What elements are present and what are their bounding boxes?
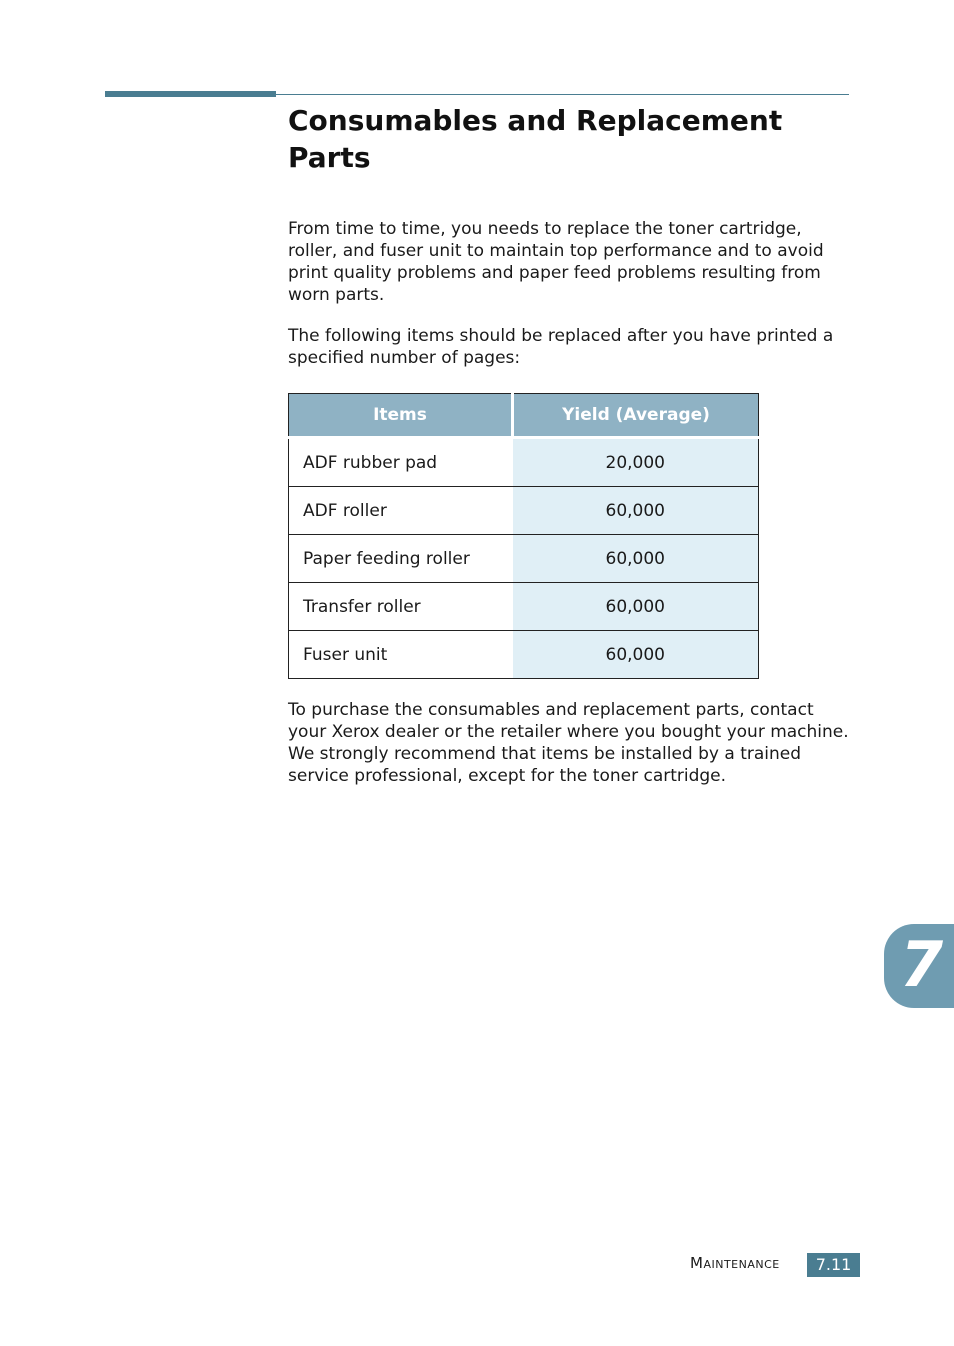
item-cell: Transfer roller bbox=[289, 583, 513, 631]
item-cell: Fuser unit bbox=[289, 631, 513, 679]
yield-cell: 60,000 bbox=[513, 487, 759, 535]
item-cell: ADF roller bbox=[289, 487, 513, 535]
closing-paragraph: To purchase the consumables and replacement parts, contact your Xerox dealer or the retailer where you bought your machine. We strongly recommend that items be installed by a trained service professional, except for the toner cartridge. bbox=[288, 700, 849, 786]
yield-cell: 20,000 bbox=[513, 438, 759, 487]
page-title: Consumables and Replacement Parts bbox=[288, 104, 783, 174]
table-row bbox=[289, 631, 759, 679]
yield-cell: 60,000 bbox=[513, 535, 759, 583]
item-cell: ADF rubber pad bbox=[289, 438, 513, 487]
intro-paragraph: From time to time, you needs to replace the toner cartridge, roller, and fuser unit to maintain top performance and to avoid print quality problems and paper feed problems resulting from worn parts. bbox=[288, 219, 824, 305]
yield-cell: 60,000 bbox=[513, 583, 759, 631]
title-rule-thin bbox=[276, 94, 849, 95]
lead-paragraph: The following items should be replaced after you have printed a specified number of pages: bbox=[288, 326, 834, 368]
table-row bbox=[289, 583, 759, 631]
item-cell: Paper feeding roller bbox=[289, 535, 513, 583]
header-items: Items bbox=[289, 394, 513, 438]
footer-page-number: 7.11 bbox=[807, 1253, 860, 1277]
yield-cell: 60,000 bbox=[513, 631, 759, 679]
consumables-table bbox=[288, 393, 759, 679]
header-yield: Yield (Average) bbox=[513, 394, 759, 438]
title-rule-thick bbox=[105, 91, 276, 97]
footer-section-name: Maintenance bbox=[690, 1254, 780, 1272]
table-row bbox=[289, 535, 759, 583]
chapter-number: 7 bbox=[900, 928, 944, 1001]
table-header-row bbox=[289, 394, 759, 438]
table-row bbox=[289, 438, 759, 487]
table-row bbox=[289, 487, 759, 535]
